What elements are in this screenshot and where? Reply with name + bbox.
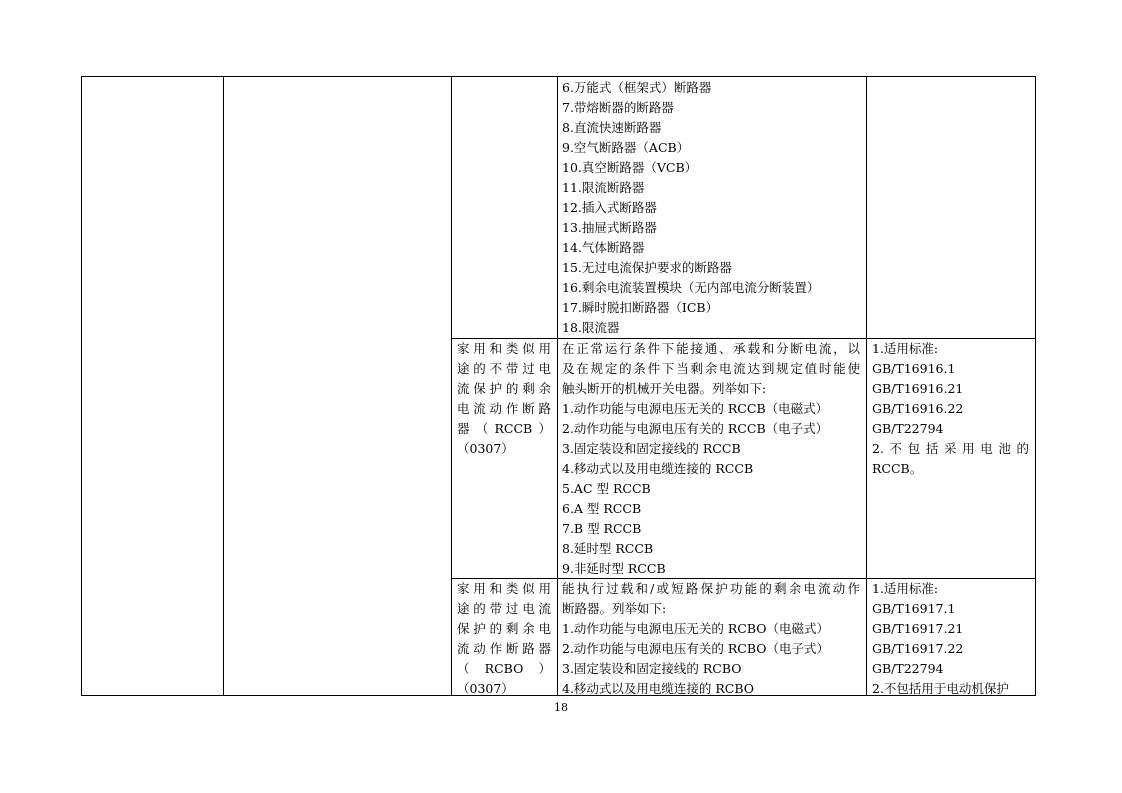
description-line: 断路器。列举如下: — [562, 601, 667, 616]
note-line: GB/T16916.22 — [872, 401, 964, 416]
description-line: 3.固定装设和固定接线的 RCBO — [562, 661, 742, 676]
description-line: 6.A 型 RCCB — [562, 501, 642, 516]
product-name-line: 器（RCCB） — [457, 421, 551, 436]
product-table — [81, 76, 1036, 696]
note-line: 2.不包括用于电动机保护 — [872, 681, 1009, 696]
note-line: GB/T16917.1 — [872, 601, 956, 616]
list-item: 15.无过电流保护要求的断路器 — [562, 260, 732, 275]
description-line: 8.延时型 RCCB — [562, 541, 654, 556]
description-line: 3.固定装设和固定接线的 RCCB — [562, 441, 741, 456]
note-line: GB/T22794 — [872, 661, 944, 676]
product-name-line: 途的不带过电 — [457, 361, 551, 376]
description-line: 能执行过载和/或短路保护功能的剩余电流动作 — [562, 581, 860, 596]
list-item: 11.限流断路器 — [562, 180, 645, 195]
list-item: 16.剩余电流装置模块（无内部电流分断装置） — [562, 280, 820, 295]
product-name-line: 流动作断路器 — [457, 641, 551, 656]
note-line: 2.不包括采用电池的 — [872, 441, 1029, 456]
list-item: 8.直流快速断路器 — [562, 120, 662, 135]
list-item: 17.瞬时脱扣断路器（ICB） — [562, 300, 719, 315]
description-line: 4.移动式以及用电缆连接的 RCBO — [562, 681, 755, 696]
list-item: 9.空气断路器（ACB） — [562, 140, 690, 155]
description-line: 1.动作功能与电源电压无关的 RCCB（电磁式） — [562, 401, 829, 416]
list-item: 18.限流器 — [562, 320, 620, 335]
column-divider — [223, 77, 224, 695]
description-line: 4.移动式以及用电缆连接的 RCCB — [562, 461, 754, 476]
product-name-line: 家用和类似用 — [457, 581, 551, 596]
note-line: GB/T16916.1 — [872, 361, 956, 376]
note-line: RCCB。 — [872, 461, 923, 476]
column-divider — [557, 77, 558, 695]
description-line: 5.AC 型 RCCB — [562, 481, 651, 496]
product-code: （0307） — [457, 681, 514, 696]
description-line: 触头断开的机械开关电器。列举如下: — [562, 381, 767, 396]
note-line: GB/T16917.21 — [872, 621, 964, 636]
product-name-line: 家用和类似用 — [457, 341, 551, 356]
list-item: 10.真空断路器（VCB） — [562, 160, 698, 175]
page-number: 18 — [554, 701, 568, 714]
description-line: 7.B 型 RCCB — [562, 521, 642, 536]
note-line: GB/T16916.21 — [872, 381, 964, 396]
description-line: 2.动作功能与电源电压有关的 RCCB（电子式） — [562, 421, 829, 436]
column-divider — [451, 77, 452, 695]
list-item: 7.带熔断器的断路器 — [562, 100, 674, 115]
note-line: 1.适用标准: — [872, 341, 939, 356]
product-name-line: 保护的剩余电 — [457, 621, 551, 636]
note-line: GB/T16917.22 — [872, 641, 964, 656]
product-name-line: （RCBO） — [457, 661, 551, 676]
note-line: 1.适用标准: — [872, 581, 939, 596]
description-line: 2.动作功能与电源电压有关的 RCBO（电子式） — [562, 641, 830, 656]
product-name-line: 电流动作断路 — [457, 401, 551, 416]
list-item: 6.万能式（框架式）断路器 — [562, 80, 712, 95]
list-item: 12.插入式断路器 — [562, 200, 657, 215]
product-name-line: 途的带过电流 — [457, 601, 551, 616]
description-line: 9.非延时型 RCCB — [562, 561, 666, 576]
description-line: 及在规定的条件下当剩余电流达到规定值时能使 — [562, 361, 860, 376]
list-item: 14.气体断路器 — [562, 240, 645, 255]
column-divider — [866, 77, 867, 695]
product-name-line: 流保护的剩余 — [457, 381, 551, 396]
description-line: 在正常运行条件下能接通、承载和分断电流，以 — [562, 341, 860, 356]
product-code: （0307） — [457, 441, 514, 456]
list-item: 13.抽屉式断路器 — [562, 220, 657, 235]
note-line: GB/T22794 — [872, 421, 944, 436]
description-line: 1.动作功能与电源电压无关的 RCBO（电磁式） — [562, 621, 830, 636]
